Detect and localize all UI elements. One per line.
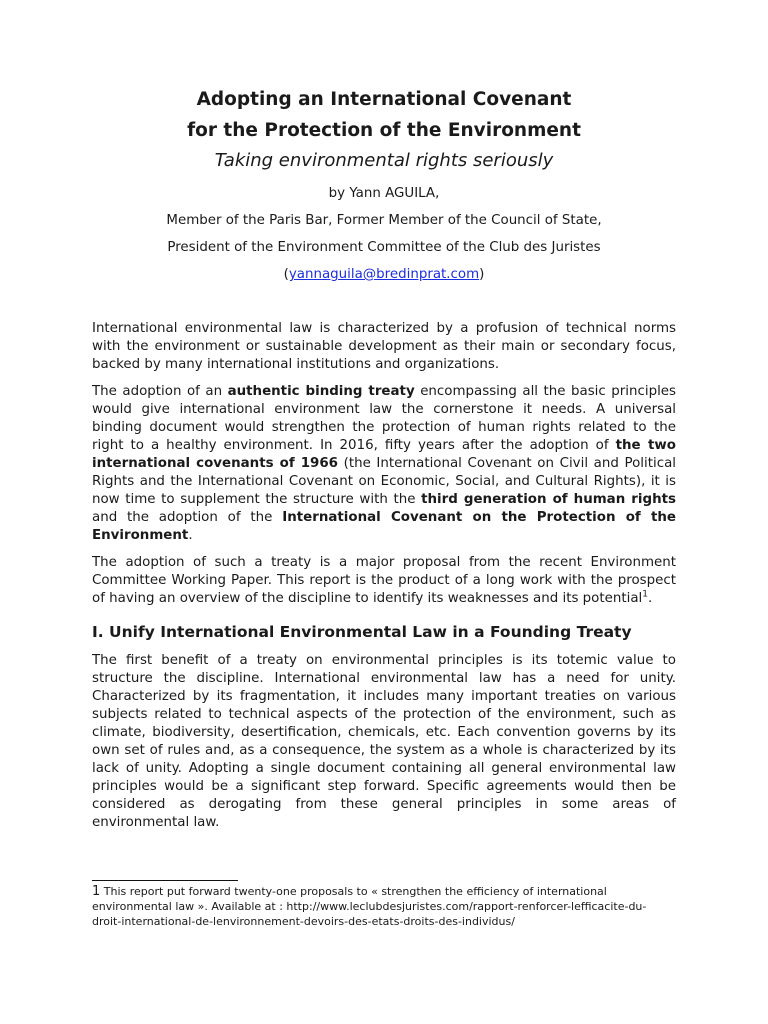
p2-text-c: encompassing all the basic principles would give international environment law the cornerstone it needs. A universal binding document would strengthen the protection of human rights related to the right to a healthy environment. In 2016, fifty years after the adoption of bbox=[92, 384, 676, 453]
email-line bbox=[0, 261, 768, 288]
paragraph-proposal bbox=[92, 554, 676, 608]
section-heading-1: I. Unify International Environmental Law in a Founding Treaty bbox=[92, 623, 632, 641]
subtitle: Taking environmental rights seriously bbox=[214, 150, 554, 171]
p3-end: . bbox=[647, 591, 653, 606]
footnote-reference[interactable]: 1 bbox=[642, 589, 648, 600]
paragraph-intro: International environmental law is characterized by a profusion of technical norms with the environment or sustainable development as their main or secondary focus, backed by many international institutions and organizations. bbox=[92, 321, 676, 372]
affiliation-line-2: President of the Environment Committee of the Club des Juristes bbox=[167, 240, 601, 255]
document-body bbox=[92, 320, 676, 841]
footnote-line-1-text: This report put forward twenty-one proposals to « strengthen the efficiency of international bbox=[100, 885, 607, 898]
p3-text: The adoption of such a treaty is a major proposal from the recent Environment Committee Working Paper. This report is the product of a long work with the prospect of having an overview of the discipline to identify its weaknesses and its potential bbox=[92, 555, 676, 606]
title-line-1: Adopting an International Covenant bbox=[196, 89, 572, 110]
p2-bold-two-covenants: the two international covenants of 1966 bbox=[92, 438, 676, 471]
footnote-line-2: environmental law ». Available at : http://www.leclubdesjuristes.com/rapport-renforcer-lefficacite-du- bbox=[92, 900, 647, 913]
email-link[interactable]: yannaguila@bredinprat.com bbox=[288, 267, 480, 282]
p2-text-a: The adoption of an bbox=[92, 384, 228, 399]
p2-bold-authentic-treaty: authentic binding treaty bbox=[227, 384, 415, 399]
footnote-number: 1 bbox=[92, 884, 101, 899]
email-paren-open: ( bbox=[283, 267, 289, 282]
p2-text-i: . bbox=[188, 528, 193, 543]
document-header bbox=[0, 84, 768, 288]
paragraph-unify: The first benefit of a treaty on environmental principles is its totemic value to structure the discipline. International environmental law has a need for unity. Characterized by its fragmentation, it includes many important treaties on various subjects related to technical aspects of the protection of the environment, such as climate, biodiversity, desertification, chemicals, etc. Each convention governs by its own set of rules and, as a consequence, the system as a whole is characterized by its lack of unity. Adopting a single document containing all general environmental law principles would be a significant step forward. Specific agreements would then be considered as derogating from these general principles in some areas of environmental law. bbox=[92, 653, 676, 830]
p2-bold-covenant-name: International Covenant on the Protection of the Environment bbox=[92, 510, 676, 543]
affiliation-line-1: Member of the Paris Bar, Former Member of the Council of State, bbox=[166, 213, 602, 228]
footnote bbox=[92, 884, 682, 929]
byline: by Yann AGUILA, bbox=[328, 186, 440, 201]
footnote-line-1 bbox=[92, 884, 682, 899]
email-paren-close: ) bbox=[479, 267, 485, 282]
footnote-line-3: droit-international-de-lenvironnement-devoirs-des-etats-droits-des-individus/ bbox=[92, 915, 515, 928]
title-line-2: for the Protection of the Environment bbox=[187, 120, 581, 141]
p2-bold-third-generation: third generation of human rights bbox=[421, 492, 676, 507]
p2-text-e: (the International Covenant on Civil and Political Rights and the International Covenant on Economic, Social, and Cultural Rights), it is now time to supplement the structure with the bbox=[92, 456, 676, 507]
p2-text-g: and the adoption of the bbox=[92, 510, 283, 525]
footnote-separator bbox=[92, 880, 238, 881]
paragraph-treaty bbox=[92, 383, 676, 545]
